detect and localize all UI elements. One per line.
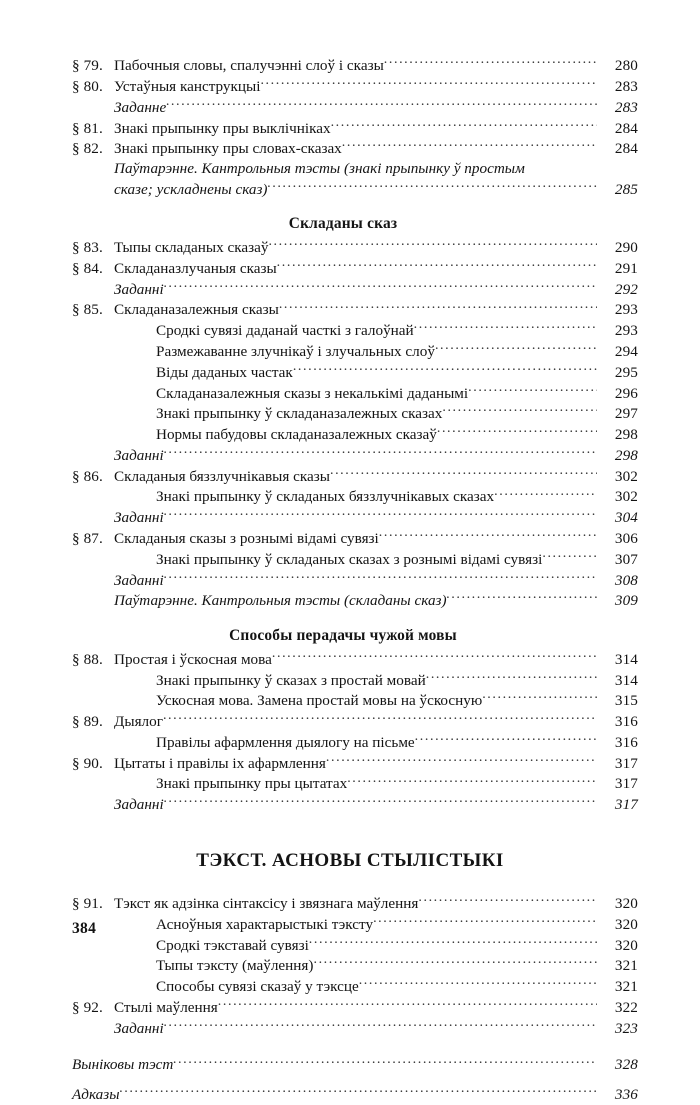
toc-entry-page-number: 283 [614,77,638,95]
toc-entry-page-number: 328 [614,1056,638,1074]
toc-entry-title: Знакі прыпынку пры цытатах [156,775,348,793]
dot-leader [313,955,597,970]
toc-entry-title: Заданні [114,509,164,527]
toc-entry-title: Складаназалежныя сказы [114,301,279,319]
toc-entry-title: Заданні [114,1019,164,1037]
dot-leader [342,138,597,153]
toc-entry-title: Заданні [114,571,164,589]
toc-entry-page-number: 336 [614,1086,638,1104]
dot-leader [379,528,597,543]
toc-entry-page-number: 284 [614,119,638,137]
toc-entry-section-number: § 92. [72,998,103,1016]
toc-entry-appendix[interactable] [72,1054,638,1075]
toc-entry-appendix[interactable] [72,1084,638,1105]
toc-entry-section-number: § 86. [72,467,103,485]
toc-entry-page-number: 294 [614,342,638,360]
toc-entry-page-number: 317 [614,775,638,793]
dot-leader [166,97,597,112]
toc-entry-title: Стылі маўлення [114,998,218,1016]
dot-leader [164,507,597,522]
toc-entry-title: Цытаты і правілы іх афармлення [114,754,326,772]
toc-entry-title-line2: сказе; ускладнены сказ) [114,180,268,198]
toc-entry-page-number: 296 [614,384,638,402]
toc-entry-title: Устаўныя канструкцыі [114,77,261,95]
toc-entry-task[interactable] [72,1017,638,1038]
toc-entry-section-number: § 81. [72,119,103,137]
toc-entry-page-number: 316 [614,713,638,731]
dot-leader [373,914,597,929]
dot-leader [482,690,597,705]
toc-entry-section-number: § 82. [72,140,103,158]
toc-entry-section-number: § 85. [72,301,103,319]
toc-entry-page-number: 302 [614,467,638,485]
dot-leader [164,794,597,809]
toc-entry-line2 [114,179,638,200]
toc-entry-section[interactable] [72,138,638,159]
dot-leader [164,569,597,584]
toc-entry-title: Заданні [114,280,164,298]
toc-entry-title: Заданне [114,98,167,116]
toc-entry-title: Знакі прыпынку пры выклічніках [114,119,331,137]
dot-leader [542,549,597,564]
toc-entry-title: Віды даданых частак [156,363,293,381]
toc-entry-title: Складаныя бяззлучнікавыя сказы [114,467,330,485]
toc-entry-page-number: 322 [614,998,638,1016]
toc-entry-section-number: § 91. [72,894,103,912]
dot-leader [277,258,597,273]
toc-entry-title: Тэкст як адзінка сінтаксісу і звязнага маўлення [114,894,419,912]
toc-entry-title: Складаназалежныя сказы з некалькімі даданымі [156,384,469,402]
toc-entry-title: Знакі прыпынку ў складаных сказах з рознымі відамі сувязі [156,550,543,568]
toc-entry-section-number: § 88. [72,650,103,668]
dot-leader [164,1017,597,1032]
dot-leader [268,237,597,252]
toc-entry-title: Паўтарэнне. Кантрольныя тэсты (складаны сказ) [114,592,447,610]
toc-entry-title: Пабочныя словы, спалучэнні слоў і сказы [114,57,384,75]
dot-leader [120,1084,598,1099]
dot-leader [468,382,597,397]
toc-entry-title: Адказы [72,1086,120,1104]
toc-entry-page-number: 295 [614,363,638,381]
toc-entry-page-number: 306 [614,530,638,547]
dot-leader [330,465,597,480]
toc-entry-title: Способы сувязі сказаў у тэксце [156,978,359,996]
dot-leader [272,649,597,664]
toc-entry-title: Знакі прыпынку ў сказах з простай мовай [156,671,426,689]
toc-entry-page-number: 314 [614,650,638,668]
dot-leader [173,1054,597,1069]
toc-entry-page-number: 298 [614,426,638,444]
toc-entry-title: Размежаванне злучнікаў і злучальных слоў [156,342,435,360]
toc-entry-page-number: 317 [614,796,638,814]
dot-leader [418,893,597,908]
dot-leader [415,732,597,747]
toc-entry-page-number: 298 [614,446,638,464]
dot-leader [293,362,597,377]
toc-entry-title: Складаназлучаныя сказы [114,259,277,277]
toc-entry-page-number: 290 [614,239,638,257]
toc-entry-title: Знакі прыпынку ў складаназалежных сказах [156,405,443,423]
toc-entry-page-number: 285 [614,180,638,198]
toc-entry-title: Складаныя сказы з рознымі відамі сувязі [114,530,379,547]
toc-entry-section-number: § 80. [72,77,103,95]
toc-entry-page-number: 284 [614,140,638,158]
toc-entry-title: Сродкі сувязі даданай часткі з галоўнай [156,322,414,340]
toc-entry-page-number: 309 [614,592,638,610]
dot-leader [435,341,597,356]
toc-entry-title: Дыялог [114,713,163,731]
part-heading: ТЭКСТ. АСНОВЫ СТЫЛІСТЫКІ [196,849,504,871]
toc-entry-page-number: 293 [614,301,638,319]
dot-leader [384,55,597,70]
toc-entry-page-number: 283 [614,98,638,116]
dot-leader [437,424,597,439]
table-of-contents [72,55,638,1105]
toc-entry-title: Ускосная мова. Замена простай мовы на ўскосную [156,692,483,710]
toc-entry-title: Нормы пабудовы складаназалежных сказаў [156,426,437,444]
dot-leader [268,179,598,194]
dot-leader [163,711,597,726]
dot-leader [442,403,597,418]
dot-leader [218,997,597,1012]
toc-entry-task[interactable] [72,794,638,815]
toc-entry-title: Заданні [114,446,164,464]
toc-entry-title-line1: Паўтарэнне. Кантрольныя тэсты (знакі прыпынку ў простым [114,159,525,177]
dot-leader [347,773,597,788]
toc-entry-title: Асноўныя характарыстыкі тэксту [156,915,374,933]
toc-entry-page-number: 321 [614,978,638,996]
toc-entry-section-number: § 89. [72,713,103,731]
toc-entry-title: Простая і ўскосная мова [114,650,272,668]
toc-entry-page-number: 314 [614,671,638,689]
page-folio-number: 384 [72,920,97,937]
toc-entry-page-number: 291 [614,259,638,277]
toc-entry-page-number: 315 [614,692,638,710]
dot-leader [494,486,597,501]
toc-entry-title: Тыпы складаных сказаў [114,239,269,257]
toc-entry-page-number: 320 [614,936,638,954]
toc-entry-page-number: 317 [614,754,638,772]
toc-entry-title: Сродкі тэкставай сувязі [156,936,309,954]
toc-entry-page-number: 320 [614,894,638,912]
dot-leader [414,320,597,335]
toc-entry-section-number: § 84. [72,259,103,277]
toc-entry-title: Заданні [114,796,164,814]
toc-entry-wrapped[interactable] [72,159,638,199]
toc-entry-task[interactable] [72,590,638,611]
toc-entry-section-number: § 87. [72,530,103,547]
dot-leader [331,117,597,132]
toc-entry-title: Знакі прыпынку пры словах-сказах [114,140,342,158]
toc-entry-page-number: 292 [614,280,638,298]
toc-entry-title: Тыпы тэксту (маўлення) [156,957,314,975]
dot-leader [359,976,597,991]
section-subheading: Складаны сказ [288,215,398,233]
dot-leader [447,590,597,605]
toc-entry-page-number: 308 [614,571,638,589]
dot-leader [164,278,597,293]
toc-entry-page-number: 297 [614,405,638,423]
dot-leader [309,934,597,949]
dot-leader [426,669,597,684]
toc-entry-page-number: 304 [614,509,638,527]
toc-entry-title: Выніковы тэст [72,1056,174,1074]
toc-entry-title: Знакі прыпынку ў складаных бяззлучнікавых сказах [156,488,495,506]
section-subheading: Способы перадачы чужой мовы [229,626,457,644]
toc-entry-page-number: 293 [614,322,638,340]
toc-entry-section-number: § 83. [72,239,103,257]
toc-entry-page-number: 316 [614,733,638,751]
toc-entry-page-number: 307 [614,550,638,568]
toc-entry-page-number: 320 [614,915,638,933]
toc-entry-page-number: 321 [614,957,638,975]
toc-entry-page-number: 280 [614,57,638,75]
toc-entry-page-number: 302 [614,488,638,506]
dot-leader [279,299,597,314]
dot-leader [260,76,597,91]
toc-entry-section-number: § 90. [72,754,103,772]
toc-entry-section-number: § 79. [72,57,103,75]
toc-entry-title: Правілы афармлення дыялогу на пісьме [156,733,415,751]
toc-entry-page-number: 323 [614,1019,638,1037]
dot-leader [326,752,597,767]
dot-leader [164,445,597,460]
